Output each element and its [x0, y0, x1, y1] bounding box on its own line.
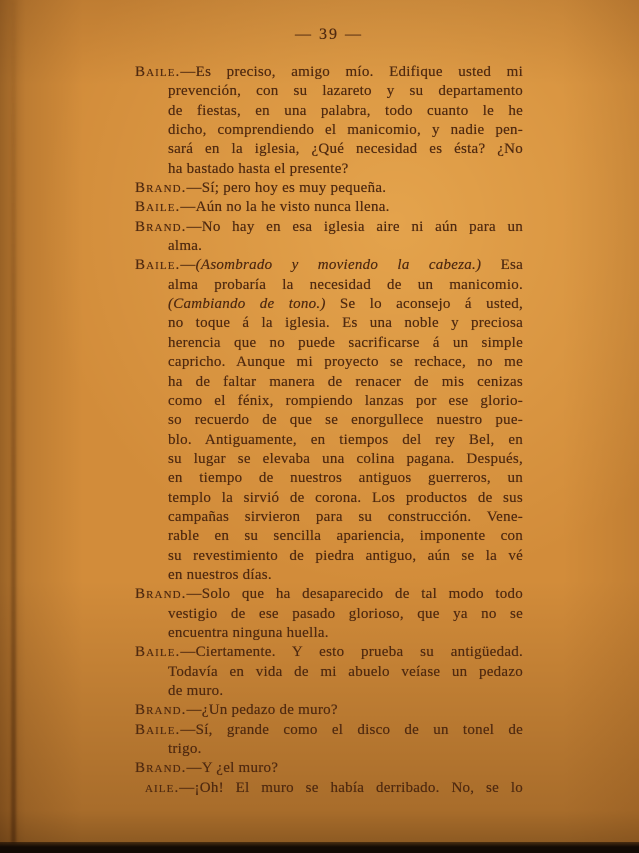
dialogue-text: capricho. Aunque mi proyecto se rechace, no me: [168, 354, 523, 371]
speaker-name: Baile.: [135, 64, 181, 80]
text-line: [135, 295, 523, 314]
page-fold-crease: [11, 0, 16, 843]
text-line: [135, 160, 523, 179]
dialogue-text: blo. Antiguamente, en tiempos del rey Bel, en: [168, 431, 523, 448]
dialogue-text: ha de faltar manera de renacer de mis cenizas: [168, 373, 523, 390]
dialogue-text: en tiempo de nuestros antiguos guerreros, un: [168, 470, 523, 487]
dialogue-text: en nuestros días.: [168, 566, 272, 583]
speaker-name: Baile.: [135, 644, 181, 661]
dialogue-paragraph: [135, 701, 523, 720]
dialogue-text: su lugar se elevaba una colina pagana. Después,: [168, 450, 523, 467]
dialogue-paragraph: [135, 218, 523, 257]
text-line: [135, 508, 523, 527]
text-line: [135, 624, 523, 643]
dialogue-text: sará en la iglesia, ¿Qué necesidad es ésta? ¿No: [168, 141, 523, 158]
dialogue-text: prevención, con su lazareto y su departamento: [168, 83, 523, 100]
text-line: [135, 779, 523, 798]
text-line: [135, 218, 523, 237]
dialogue-text: —: [180, 257, 196, 274]
dialogue-text: so recuerdo de que se enorgullece nuestro pue-: [168, 412, 523, 429]
speaker-name: Brand.: [135, 586, 187, 603]
text-line: [135, 373, 523, 392]
speaker-name: Brand.: [135, 702, 187, 719]
stage-direction: (Asombrado y moviendo la cabeza.): [195, 257, 482, 274]
dialogue-text: de muro.: [168, 683, 224, 699]
dialogue-text: dicho, comprendiendo el manicomio, y nadie pen-: [168, 122, 523, 139]
text-line: [135, 605, 523, 624]
photo-bottom-edge: [0, 842, 639, 853]
dialogue-text: —Sí; pero hoy es muy pequeña.: [186, 180, 387, 197]
dialogue-text: como el fénix, rompiendo lanzas por ese glorio-: [168, 392, 523, 409]
dialogue-text: ha bastado hasta el presente?: [168, 160, 349, 177]
text-line: [135, 353, 523, 372]
text-line: [135, 566, 523, 585]
dialogue-text: —¿Un pedazo de muro?: [186, 702, 338, 719]
speaker-name: Brand.: [135, 218, 187, 235]
text-line: [135, 469, 523, 488]
text-line: [135, 82, 523, 101]
dialogue-text: Se lo aconsejo á usted,: [325, 296, 523, 313]
text-line: [135, 759, 523, 778]
dialogue-text: —No hay en esa iglesia aire ni aún para un: [186, 218, 523, 235]
text-line: [135, 256, 523, 275]
dialogue-paragraph: [135, 63, 523, 179]
text-line: [135, 237, 523, 256]
text-line: [135, 489, 523, 508]
speaker-name: Baile.: [135, 721, 181, 738]
speaker-name: aile.: [145, 779, 180, 796]
text-line: [135, 682, 523, 701]
dialogue-paragraph: [135, 256, 523, 585]
dialogue-paragraph: [135, 585, 523, 643]
text-line: [135, 643, 523, 662]
dialogue-paragraph: [135, 779, 523, 798]
dialogue-text: herencia que no puede sacrificarse á un simple: [168, 334, 523, 351]
text-line: [135, 179, 523, 198]
dialogue-paragraph: [135, 643, 523, 701]
dialogue-text: —Y ¿el muro?: [186, 760, 279, 777]
dialogue-text: su revestimiento de piedra antiguo, aún se la vé: [168, 547, 523, 564]
dialogue-text: —Aún no la he visto nunca llena.: [180, 199, 390, 216]
text-line: [135, 276, 523, 295]
dialogue-text: campañas sirvieron para su construcción. Vene-: [168, 508, 523, 525]
text-line: [135, 527, 523, 546]
text-line: [135, 314, 523, 333]
dialogue-text: —Es preciso, amigo mío. Edifique usted mi: [180, 64, 523, 80]
page-number: — 39 —: [295, 26, 363, 43]
speaker-name: Baile.: [135, 257, 181, 274]
dialogue-text: alma probaría la necesidad de un manicomio.: [168, 276, 523, 293]
speaker-name: Brand.: [135, 760, 187, 777]
dialogue-text: no toque á la iglesia. Es una noble y preciosa: [168, 315, 523, 332]
dialogue-paragraph: [135, 198, 523, 217]
dialogue-text: Todavía en vida de mi abuelo veíase un pedazo: [168, 663, 523, 680]
text-line: [135, 63, 523, 82]
stage-direction: (Cambiando de tono.): [168, 296, 326, 313]
text-line: [135, 701, 523, 720]
text-line: [135, 121, 523, 140]
dialogue-text: alma.: [168, 238, 203, 255]
text-line: [135, 198, 523, 217]
text-line: [135, 663, 523, 682]
speaker-name: Brand.: [135, 180, 187, 197]
text-line: [135, 740, 523, 759]
dialogue-text: —Sí, grande como el disco de un tonel de: [180, 721, 523, 738]
dialogue-text: Esa: [481, 257, 523, 274]
text-line: [135, 411, 523, 430]
dialogue-text: —Ciertamente. Y esto prueba su antigüedad.: [180, 644, 523, 661]
dialogue-text: templo la sirvió de corona. Los productos de sus: [168, 489, 523, 506]
dialogue-text: —Solo que ha desaparecido de tal modo todo: [186, 586, 523, 603]
text-line: [135, 431, 523, 450]
dialogue-text: rable en su sencilla apariencia, imponente con: [168, 528, 523, 545]
text-line: [135, 450, 523, 469]
text-line: [135, 547, 523, 566]
dialogue-paragraph: [135, 759, 523, 778]
dialogue-text: vestigio de ese pasado glorioso, que ya no se: [168, 605, 523, 622]
text-line: [135, 102, 523, 121]
text-line: [135, 140, 523, 159]
text-line: [135, 334, 523, 353]
dialogue-text: trigo.: [168, 741, 202, 758]
dialogue-text: —¡Oh! El muro se había derribado. No, se lo: [179, 779, 523, 796]
dialogue-text: de fiestas, en una palabra, todo cuanto le he: [168, 102, 523, 119]
dialogue-paragraph: [135, 721, 523, 760]
speaker-name: Baile.: [135, 199, 181, 216]
text-line: [135, 721, 523, 740]
dialogue-paragraph: [135, 179, 523, 198]
text-line: [135, 585, 523, 604]
dialogue-text: encuentra ninguna huella.: [168, 624, 329, 641]
text-block: [135, 63, 523, 798]
text-line: [135, 392, 523, 411]
